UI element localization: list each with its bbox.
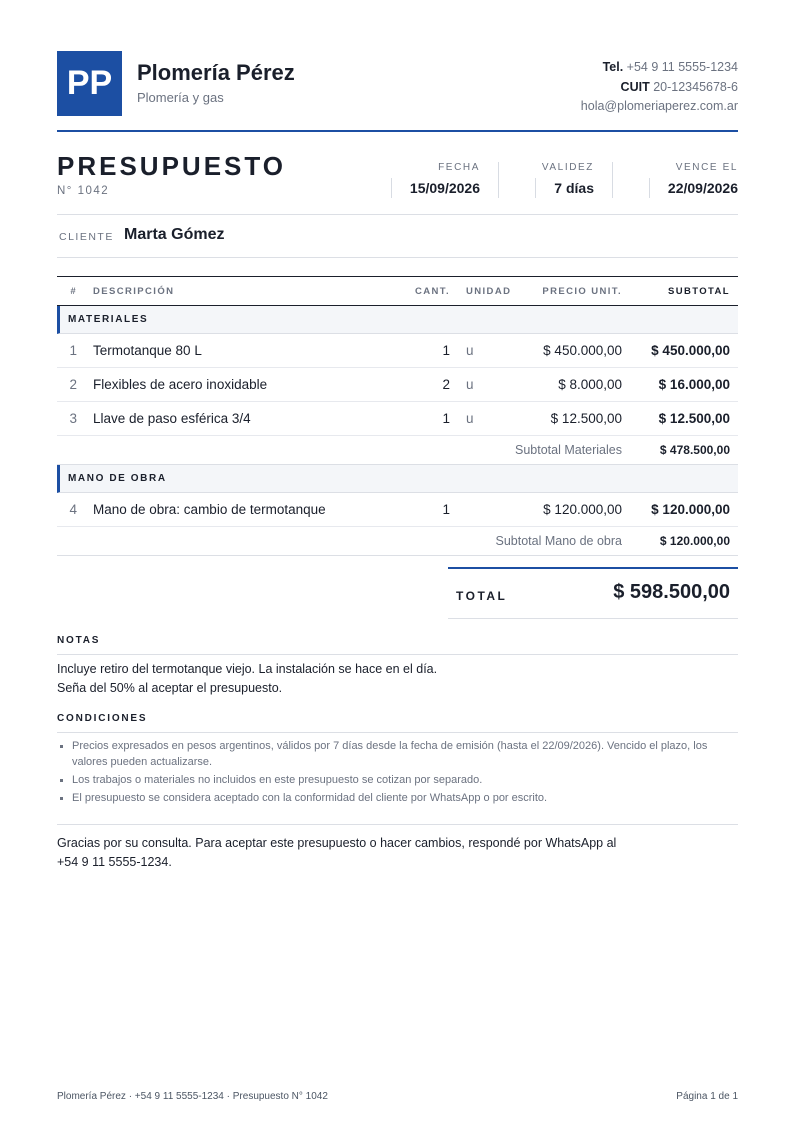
section-subtotal-value: $ 478.500,00 [659,443,730,457]
divider [57,654,738,655]
item-number: 4 [69,502,77,517]
item-number: 3 [69,411,77,426]
col-header-unit-price: PRECIO UNIT. [542,286,622,297]
item-unit-price: $ 120.000,00 [543,502,622,517]
item-description: Llave de paso esférica 3/4 [93,411,251,426]
cuit-label: CUIT [620,79,650,94]
table-row [57,402,738,436]
page-number: Página 1 de 1 [676,1091,738,1102]
phone-value: +54 9 11 5555-1234 [626,60,738,74]
col-header-description: DESCRIPCIÓN [93,286,175,297]
meta-value: 7 días [554,180,594,196]
closing-message [57,834,657,871]
notes-text [57,660,437,697]
item-description: Mano de obra: cambio de termotanque [93,502,326,517]
meta-divider [391,178,392,198]
item-qty: 1 [442,502,450,517]
item-subtotal: $ 16.000,00 [658,377,730,392]
col-header-qty: CANT. [415,286,450,297]
business-contact [581,58,738,117]
item-unit: u [466,377,474,392]
item-subtotal: $ 12.500,00 [658,411,730,426]
items-table [57,276,738,556]
quote-page [57,0,738,1123]
item-qty: 1 [442,411,450,426]
item-subtotal: $ 120.000,00 [651,502,730,517]
list-item: Los trabajos o materiales no incluidos en este presupuesto se cotizan por separado. [57,772,738,788]
list-item: Precios expresados en pesos argentinos, válidos por 7 días desde la fecha de emisión (hasta el 22/09/2026). Vencido el plazo, los valores pueden actualizarse. [57,738,738,770]
item-number: 2 [69,377,77,392]
header-divider [57,130,738,132]
contact-phone [581,58,738,78]
item-unit: u [466,411,474,426]
meta-label: VALIDEZ [541,162,594,173]
col-header-subtotal: SUBTOTAL [667,286,730,297]
meta-divider [498,162,499,198]
notes-heading: NOTAS [57,635,101,646]
section-title: MATERIALES [68,314,149,325]
meta-label: VENCE EL [675,162,738,173]
conditions-heading: CONDICIONES [57,713,148,724]
meta-validez [542,162,594,196]
meta-divider [612,162,613,198]
col-header-num: # [70,286,77,297]
total-box [448,567,738,619]
contact-cuit [581,78,738,98]
phone-label: Tel. [602,60,624,74]
item-unit-price: $ 450.000,00 [543,343,622,358]
business-name: Plomería Pérez [137,60,295,85]
item-number: 1 [69,343,77,358]
meta-fecha [410,162,480,196]
footer-info: Plomería Pérez · +54 9 11 5555-1234 · Presupuesto N° 1042 [57,1091,328,1102]
section-header-materiales [57,306,738,334]
table-row [57,334,738,368]
contact-email[interactable]: hola@plomeriaperez.com.ar [580,99,738,113]
table-row [57,368,738,402]
client-label: CLIENTE [59,231,114,243]
item-subtotal: $ 450.000,00 [651,343,730,358]
section-header-mano-de-obra [57,465,738,493]
section-subtotal-row [57,436,738,465]
divider [57,214,738,215]
document-title: PRESUPUESTO [57,151,287,181]
meta-divider [535,178,536,198]
business-logo: PP [57,51,122,116]
divider [57,824,738,825]
section-subtotal-row [57,527,738,556]
notes-line: Incluye retiro del termotanque viejo. La instalación se hace en el día. [57,662,438,676]
table-header [57,276,738,306]
total-value: $ 598.500,00 [613,581,730,603]
meta-vence [668,162,738,196]
section-subtotal-value: $ 120.000,00 [659,534,730,548]
closing-line: Gracias por su consulta. Para aceptar este presupuesto o hacer cambios, respondé por WhatsApp al [57,836,617,850]
item-qty: 1 [442,343,450,358]
item-unit: u [466,343,474,358]
table-row [57,493,738,527]
meta-value: 15/09/2026 [409,180,480,196]
item-qty: 2 [442,377,450,392]
conditions-list [57,738,738,808]
item-description: Flexibles de acero inoxidable [93,377,268,392]
closing-line: +54 9 11 5555-1234. [57,854,172,869]
col-header-unit: UNIDAD [466,286,512,297]
business-tagline: Plomería y gas [137,90,224,105]
meta-value: 22/09/2026 [667,180,738,196]
section-subtotal-label: Subtotal Mano de obra [495,534,622,548]
notes-line: Seña del 50% al aceptar el presupuesto. [57,680,283,695]
section-subtotal-label: Subtotal Materiales [514,443,622,457]
cuit-value: 20-12345678-6 [653,79,738,94]
divider [57,257,738,258]
section-title: MANO DE OBRA [68,473,167,484]
item-unit-price: $ 8.000,00 [558,377,622,392]
list-item: El presupuesto se considera aceptado con la conformidad del cliente por WhatsApp o por escrito. [57,790,738,806]
divider [57,732,738,733]
document-number: N° 1042 [57,185,110,197]
item-unit-price: $ 12.500,00 [550,411,622,426]
total-label: TOTAL [456,589,508,603]
client-name: Marta Gómez [124,226,225,243]
meta-label: FECHA [438,162,480,173]
meta-divider [649,178,650,198]
item-description: Termotanque 80 L [93,343,202,358]
